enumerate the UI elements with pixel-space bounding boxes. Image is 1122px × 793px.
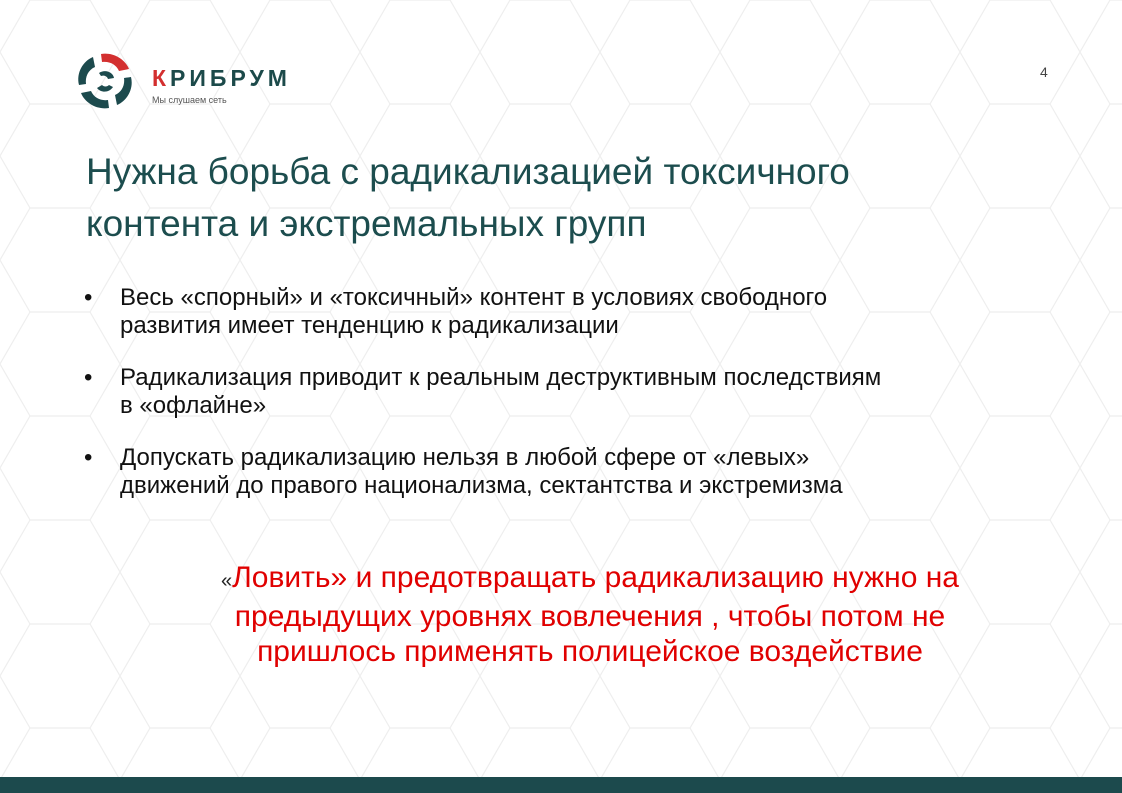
highlighted-quote — [90, 560, 1090, 669]
bullet-item-1 — [84, 284, 1104, 340]
quote-line-3: пришлось применять полицейское воздействие — [257, 635, 923, 668]
page-number: 4 — [1040, 64, 1048, 80]
bullet-1-line-2: развития имеет тенденцию к радикализации — [120, 312, 619, 339]
quote-line-1-text: Ловить» и предотвращать радикализацию нужно на — [232, 561, 959, 594]
slide-title — [86, 146, 1046, 250]
quote-open-mark: « — [220, 570, 233, 592]
bullet-marker: • — [84, 444, 93, 471]
quote-line-2: предыдущих уровнях вовлечения , чтобы потом не — [234, 600, 946, 633]
bullet-2-line-1: Радикализация приводит к реальным деструктивным последствиям — [120, 364, 882, 391]
footer-bar — [0, 777, 1122, 793]
bullet-marker: • — [84, 284, 93, 311]
bullet-1-line-1: Весь «спорный» и «токсичный» контент в условиях свободного — [120, 284, 828, 311]
brand-rest: РИБРУМ — [170, 65, 291, 91]
bullet-3-line-2: движений до правого национализма, сектантства и экстремизма — [120, 472, 843, 499]
slide-title-line-1: Нужна борьба с радикализацией токсичного — [86, 151, 850, 192]
bullet-3-line-1: Допускать радикализацию нельзя в любой сфере от «левых» — [120, 444, 810, 471]
brand-name — [152, 64, 291, 92]
bullet-2-line-2: в «офлайне» — [120, 392, 267, 419]
brand-tagline: Мы слушаем сеть — [152, 95, 227, 105]
bullet-item-2 — [84, 364, 1104, 420]
bullet-list — [84, 284, 1104, 524]
bullet-item-3 — [84, 444, 1104, 500]
bullet-marker: • — [84, 364, 93, 391]
quote-line-1 — [90, 560, 1090, 599]
kribrum-logo-icon — [74, 50, 136, 112]
slide-title-line-2: контента и экстремальных групп — [86, 203, 647, 244]
brand-first-letter: К — [152, 65, 171, 91]
